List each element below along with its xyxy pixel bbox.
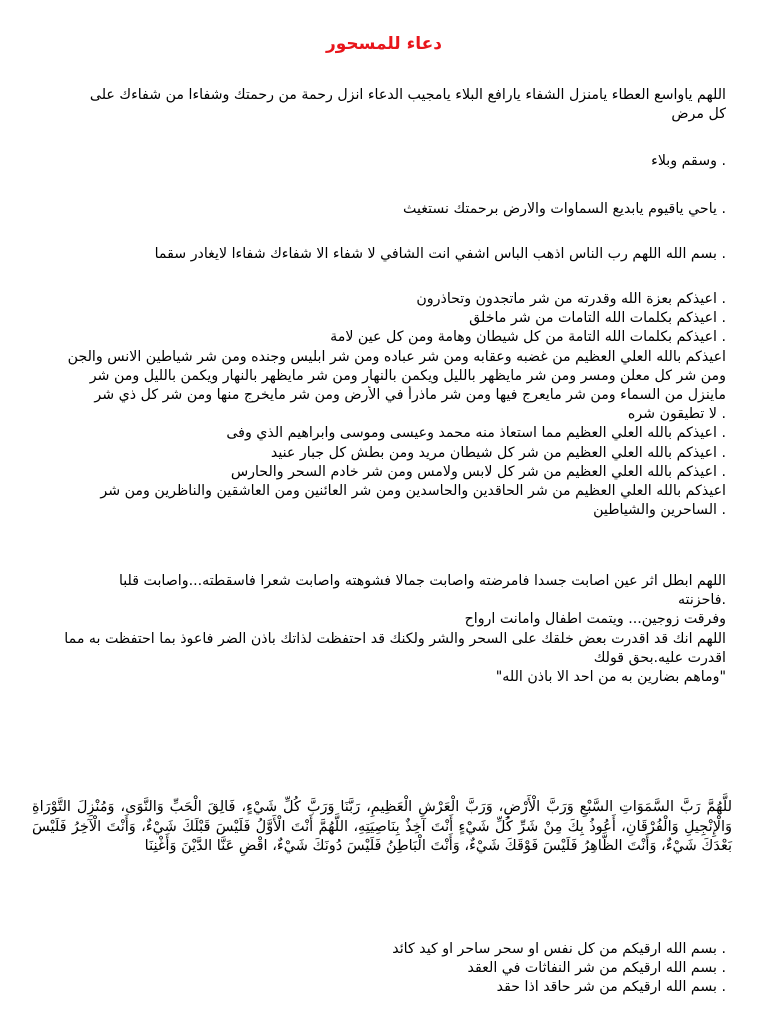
text-line: . الساحرين والشياطين bbox=[593, 502, 726, 519]
text-line: اللهم انك قد اقدرت بعض خلقك على السحر والشر ولكنك قد احتفظت لذاتك باذن الضر فاعوذ بما احتفظت به مما bbox=[64, 630, 726, 647]
text-line: كل مرض bbox=[671, 106, 726, 123]
text-line: . بسم الله ارقيكم من شر حاقد اذا حقد bbox=[496, 979, 726, 996]
text-line: . اعيذكم بالله العلي العظيم من شر كل شيطان مريد ومن بطش كل جبار عنيد bbox=[270, 444, 726, 461]
text-line: اقدرت عليه.بحق قولك bbox=[593, 649, 726, 666]
text-line: "وماهم بضارين به من احد الا باذن الله" bbox=[495, 669, 726, 686]
paragraph-line bbox=[36, 152, 726, 171]
paragraph-dua bbox=[36, 572, 726, 687]
text-line: . بسم الله اللهم رب الناس اذهب الباس اشفي انت الشافي لا شفاء الا شفاءك شفاءا لايغادر سقما bbox=[154, 246, 726, 262]
text-line: . اعيذكم بالله العلي العظيم من شر كل لابس ولامس ومن شر خادم السحر والحارس bbox=[230, 463, 726, 480]
text-line: ومن شر كل معلن ومسر ومن شر مايظهر بالليل ويكمن بالنهار ومن شر مايظهر بالنهار ويكمن بالليل ومن شر bbox=[89, 367, 726, 384]
text-line: . اعيذكم بالله العلي العظيم مما استعاذ منه محمد وعيسى وموسى وابراهيم الذي وفى bbox=[226, 425, 726, 442]
paragraph-line bbox=[36, 200, 726, 219]
text-line: اللهم ياواسع العطاء يامنزل الشفاء يارافع البلاء يامجيب الدعاء انزل رحمة من رحمتك وشفاءا من شفاءك على bbox=[89, 87, 726, 103]
paragraph-line bbox=[36, 245, 726, 264]
text-line: اعيذكم بالله العلي العظيم من شر الحاقدين والحاسدين ومن شر العائنين ومن العاشقين والناظرين ومن شر bbox=[100, 483, 726, 500]
text-line: اعيذكم بالله العلي العظيم من غضبه وعقابه ومن شر عباده ومن شر ابليس وجنده ومن شر شياطين الانس والجن bbox=[67, 348, 726, 365]
paragraph-hadith-dua: للَّهُمَّ رَبَّ السَّمَوَاتِ السَّبْعِ وَرَبَّ الْأَرْضِ، وَرَبَّ الْعَرْشِ الْعَظِيمِ، رَبَّنَا وَرَبَّ كُلِّ شَيْءٍ، فَالِقَ الْحَبِّ وَالنَّوَى، وَمُنْزِلَ التَّوْرَاةِ وَالْإِنْجِيلِ وَالْفُرْقَانِ، أَعُوذُ بِكَ مِنْ شَرِّ كُلِّ شَيْءٍ أَنْتَ آخِذٌ بِنَاصِيَتِهِ، اللَّهُمَّ أَنْتَ الْأَوَّلُ فَلَيْسَ قَبْلَكَ شَيْءٌ، وَأَنْتَ الْآخِرُ فَلَيْسَ بَعْدَكَ شَيْءٌ، وَأَنْتَ الظَّاهِرُ فَلَيْسَ فَوْقَكَ شَيْءٌ، وَأَنْتَ الْبَاطِنُ فَلَيْسَ دُونَكَ شَيْءٌ، اقْضِ عَنَّا الدَّيْنَ وَأَغْنِنَا bbox=[32, 799, 732, 854]
text-line: . بسم الله ارقيكم من شر النفاثات في العقد bbox=[467, 960, 726, 977]
text-line: اللهم ابطل اثر عين اصابت جسدا فامرضته واصابت جمالا فشوهته واصابت شعرا فاسقطته...واصابت قلبا bbox=[118, 573, 726, 589]
text-line: . اعيذكم بكلمات الله التامات من شر ماخلق bbox=[469, 310, 726, 327]
paragraph-ruqyah bbox=[36, 290, 726, 520]
text-line: . بسم الله ارقيكم من كل نفس او سحر ساحر او كيد كائد bbox=[392, 941, 726, 957]
text-line: .فاحزنته bbox=[677, 592, 726, 609]
text-line: . اعيذكم بعزة الله وقدرته من شر ماتجدون وتحاذرون bbox=[416, 291, 726, 307]
paragraph-closing bbox=[36, 940, 726, 998]
text-line: . اعيذكم بكلمات الله التامة من كل شيطان وهامة ومن كل عين لامة bbox=[330, 329, 726, 346]
paragraph-opening bbox=[36, 86, 726, 124]
document-title: دعاء للمسحور bbox=[325, 34, 443, 54]
text-line: . ياحي ياقيوم يابديع السماوات والارض برحمتك نستغيث bbox=[403, 201, 726, 217]
text-line: ماينزل من السماء ومن شر مايعرج فيها ومن شر ماذرأ في الأرض ومن شر مايخرج منها ومن شر كل ذي شر bbox=[94, 387, 726, 404]
text-line: . وسقم وبلاء bbox=[651, 153, 726, 169]
text-line: . لا تطيقون شره bbox=[627, 406, 726, 423]
text-line: وفرقت زوجين... ويتمت اطفال وامانت ارواح bbox=[464, 611, 726, 628]
